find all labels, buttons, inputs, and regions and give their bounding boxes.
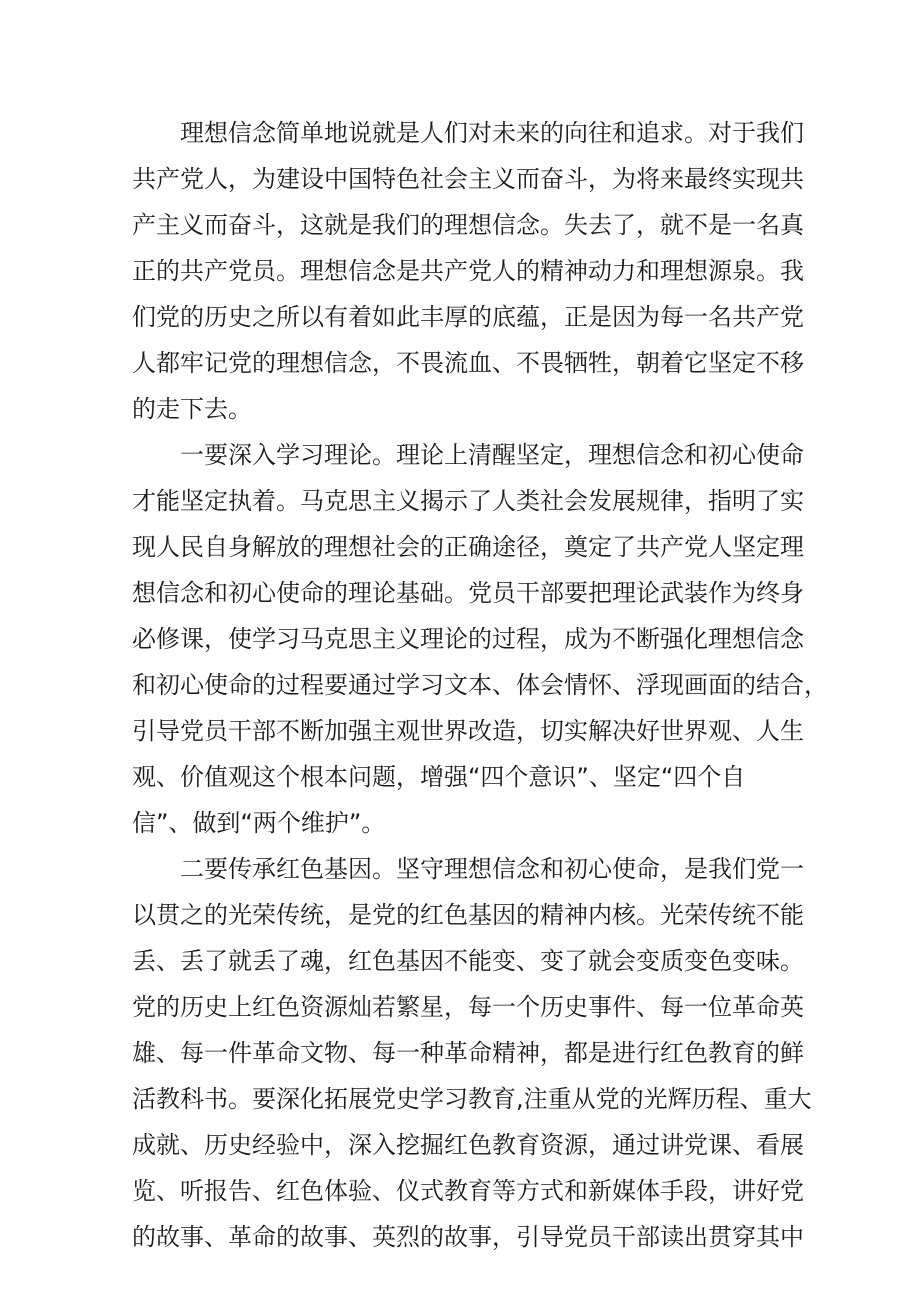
paragraph [132,432,828,846]
paragraph-line: 党的历史上红色资源灿若繁星，每一个历史事件、每一位革命英 [132,993,804,1021]
paragraph-line: 人都牢记党的理想信念，不畏流血、不畏牺牲，朝着它坚定不移 [132,349,804,377]
paragraph-line: 的走下去。 [132,395,252,423]
document-body [132,110,828,1260]
paragraph-line: 雄、每一件革命文物、每一种革命精神，都是进行红色教育的鲜 [132,1039,804,1067]
paragraph-line: 引导党员干部不断加强主观世界改造，切实解决好世界观、人生 [132,717,804,745]
paragraph-first-line: 二要传承红色基因。坚守理想信念和初心使命，是我们党一 [180,855,804,883]
paragraph-line: 和初心使命的过程要通过学习文本、体会情怀、浮现画面的结合， [132,671,828,699]
paragraph-line: 成就、历史经验中，深入挖掘红色教育资源，通过讲党课、看展 [132,1131,804,1159]
paragraph-line: 的故事、革命的故事、英烈的故事，引导党员干部读出贯穿其中 [132,1223,804,1251]
paragraph-first-line: 一要深入学习理论。理论上清醒坚定，理想信念和初心使命 [180,441,804,469]
paragraph-line: 活教科书。要深化拓展党史学习教育,注重从党的光辉历程、重大 [132,1085,812,1113]
paragraph-line: 观、价值观这个根本问题，增强“四个意识”、坚定“四个自 [132,763,746,791]
paragraph-line: 信”、做到“两个维护”。 [132,809,386,837]
paragraph-line: 现人民自身解放的理想社会的正确途径，奠定了共产党人坚定理 [132,533,804,561]
paragraph [132,110,802,432]
paragraph-line: 产主义而奋斗，这就是我们的理想信念。失去了，就不是一名真 [132,211,804,239]
paragraph-first-line: 理想信念简单地说就是人们对未来的向往和追求。对于我们 [180,119,804,147]
paragraph-line: 才能坚定执着。马克思主义揭示了人类社会发展规律，指明了实 [132,487,804,515]
paragraph-line: 共产党人，为建设中国特色社会主义而奋斗，为将来最终实现共 [132,165,804,193]
paragraph-line: 览、听报告、红色体验、仪式教育等方式和新媒体手段，讲好党 [132,1177,804,1205]
paragraph-line: 以贯之的光荣传统，是党的红色基因的精神内核。光荣传统不能 [132,901,804,929]
paragraph-line: 必修课，使学习马克思主义理论的过程，成为不断强化理想信念 [132,625,804,653]
paragraph [132,846,812,1260]
paragraph-line: 想信念和初心使命的理论基础。党员干部要把理论武装作为终身 [132,579,804,607]
paragraph-line: 们党的历史之所以有着如此丰厚的底蕴，正是因为每一名共产党 [132,303,804,331]
paragraph-line: 正的共产党员。理想信念是共产党人的精神动力和理想源泉。我 [132,257,804,285]
paragraph-line: 丢、丢了就丢了魂，红色基因不能变、变了就会变质变色变味。 [132,947,804,975]
